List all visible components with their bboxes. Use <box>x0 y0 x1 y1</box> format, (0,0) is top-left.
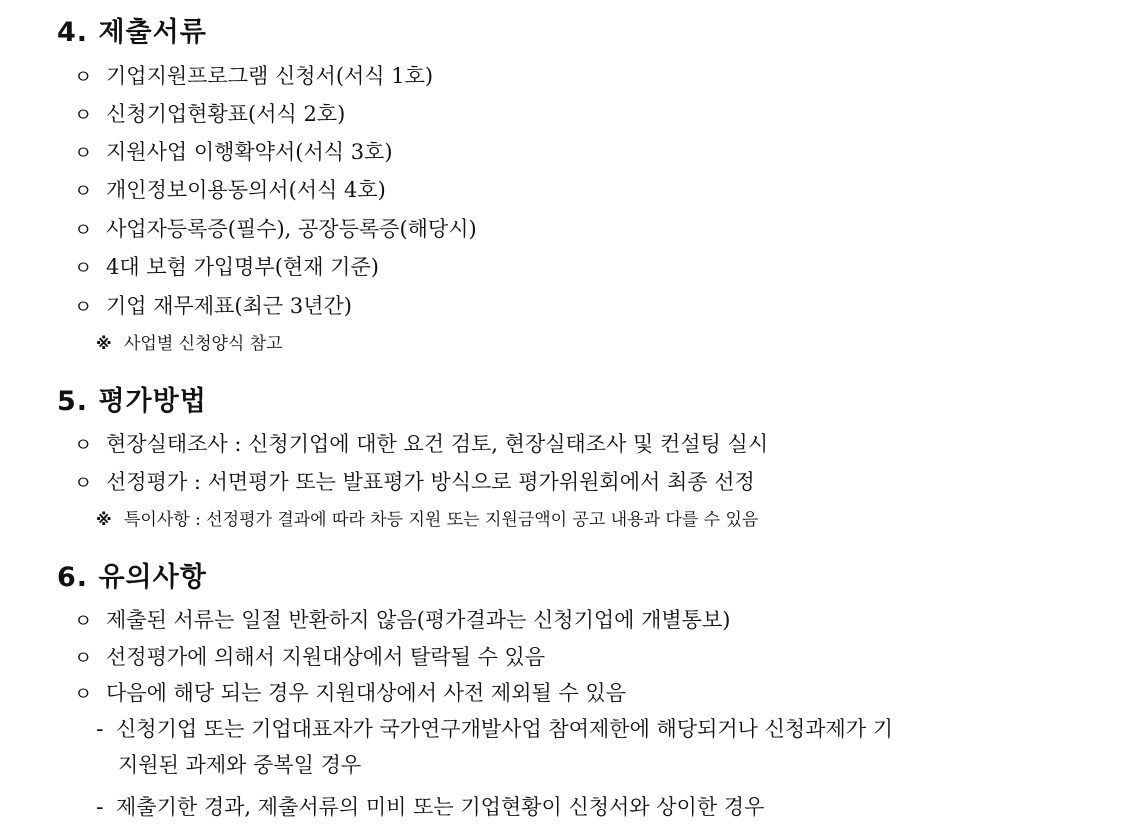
list-item-text: 사업자등록증(필수), 공장등록증(해당시) <box>106 217 477 241</box>
bullet-icon: ㅇ <box>74 180 93 202</box>
list-item <box>74 137 393 168</box>
reference-mark-icon: ※ <box>96 510 112 529</box>
list-item-text: 지원사업 이행확약서(서식 3호) <box>106 140 393 164</box>
bullet-icon: ㅇ <box>74 104 93 126</box>
list-item <box>74 99 345 130</box>
note-text: 사업별 신청양식 참고 <box>124 334 283 354</box>
bullet-icon: ㅇ <box>74 434 93 456</box>
list-item-text: 기업 재무제표(최근 3년간) <box>106 294 352 318</box>
section-title-submission-documents: 4. 제출서류 <box>57 17 207 48</box>
note <box>96 331 283 357</box>
sub-list-item-continuation: 지원된 과제와 중복일 경우 <box>118 753 362 777</box>
bullet-icon: ㅇ <box>74 610 93 632</box>
reference-mark-icon: ※ <box>96 334 112 353</box>
list-item-text: 개인정보이용동의서(서식 4호) <box>106 178 386 202</box>
list-item-text: 선정평가 : 서면평가 또는 발표평가 방식으로 평가위원회에서 최종 선정 <box>106 470 755 494</box>
dash-icon: - <box>96 795 104 819</box>
list-item-text: 기업지원프로그램 신청서(서식 1호) <box>106 64 434 88</box>
list-item <box>74 605 730 636</box>
list-item <box>74 291 352 322</box>
list-item <box>74 642 545 673</box>
sub-list-item <box>96 714 893 744</box>
section-title-precautions: 6. 유의사항 <box>57 562 207 593</box>
list-item <box>74 429 768 460</box>
list-item <box>74 214 477 245</box>
list-item-text: 신청기업현황표(서식 2호) <box>106 102 346 126</box>
list-item <box>74 61 433 92</box>
sub-list-item-text: 신청기업 또는 기업대표자가 국가연구개발사업 참여제한에 해당되거나 신청과제가 기 <box>116 717 894 741</box>
list-item <box>74 467 755 498</box>
list-item-text: 현장실태조사 : 신청기업에 대한 요건 검토, 현장실태조사 및 컨설팅 실시 <box>106 432 769 456</box>
bullet-icon: ㅇ <box>74 142 93 164</box>
note-text: 특이사항 : 선정평가 결과에 따라 차등 지원 또는 지원금액이 공고 내용과 다를 수 있음 <box>124 510 759 530</box>
list-item <box>74 252 379 283</box>
bullet-icon: ㅇ <box>74 647 93 669</box>
bullet-icon: ㅇ <box>74 257 93 279</box>
note <box>96 507 758 533</box>
bullet-icon: ㅇ <box>74 683 93 705</box>
list-item-text: 선정평가에 의해서 지원대상에서 탈락될 수 있음 <box>106 645 546 669</box>
bullet-icon: ㅇ <box>74 472 93 494</box>
list-item <box>74 175 386 206</box>
list-item-text: 제출된 서류는 일절 반환하지 않음(평가결과는 신청기업에 개별통보) <box>106 608 731 632</box>
bullet-icon: ㅇ <box>74 296 93 318</box>
bullet-icon: ㅇ <box>74 66 93 88</box>
list-item-text: 다음에 해당 되는 경우 지원대상에서 사전 제외될 수 있음 <box>106 681 626 705</box>
list-item-text: 4대 보험 가입명부(현재 기준) <box>106 255 379 279</box>
bullet-icon: ㅇ <box>74 219 93 241</box>
sub-list-item-text: 제출기한 경과, 제출서류의 미비 또는 기업현황이 신청서와 상이한 경우 <box>116 795 765 819</box>
list-item <box>74 678 626 709</box>
dash-icon: - <box>96 717 104 741</box>
sub-list-item <box>96 792 764 822</box>
section-title-evaluation-method: 5. 평가방법 <box>57 386 207 417</box>
